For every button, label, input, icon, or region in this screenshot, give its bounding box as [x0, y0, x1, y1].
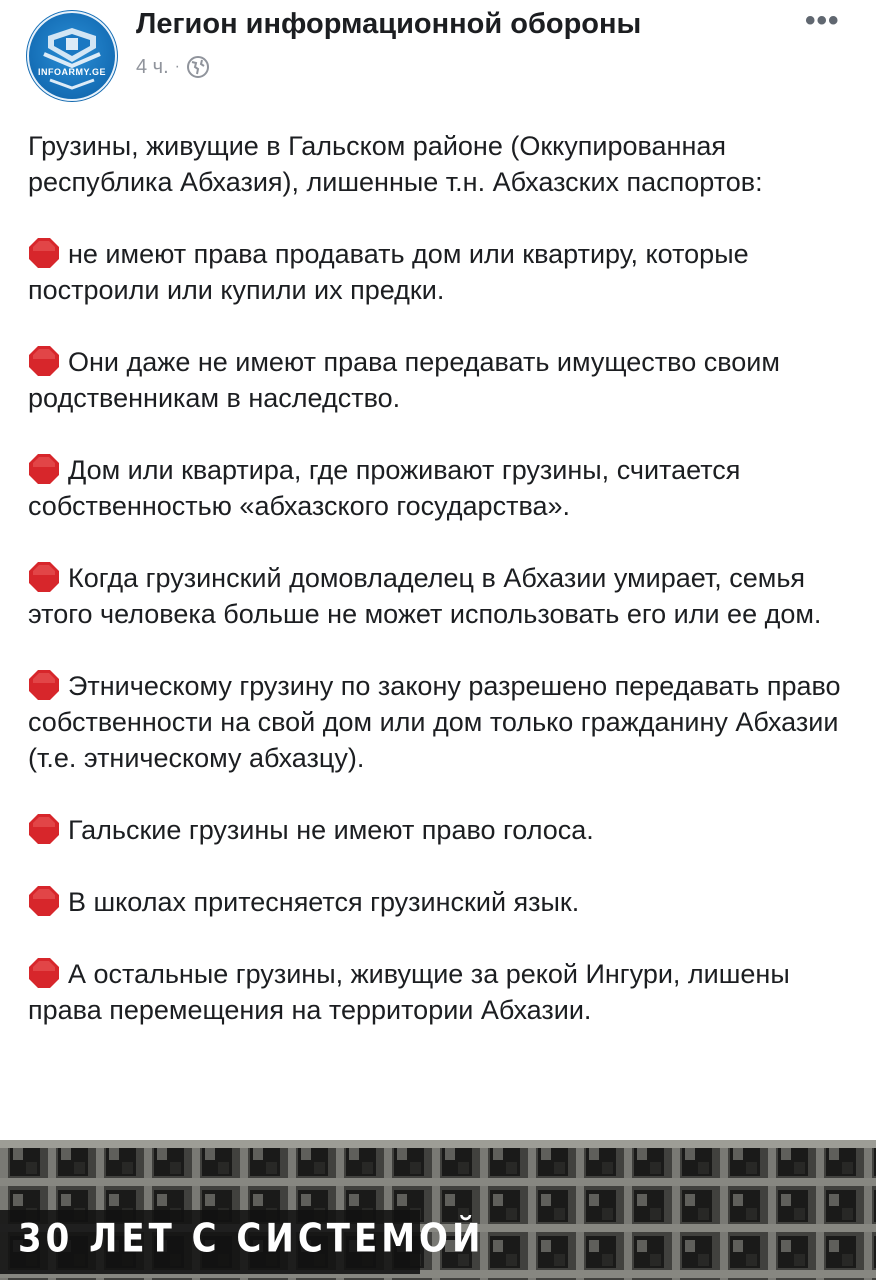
list-item — [28, 560, 858, 632]
bullet-text: Этническому грузину по закону разрешено передавать право собственности на свой дом или дом только гражданину Абхазии (т.е. этническому абхазцу). — [28, 671, 841, 773]
banner-title: 30 ЛЕТ С СИСТЕМОЙ — [18, 1216, 485, 1262]
page-name-link[interactable]: Легион информационной обороны — [136, 8, 642, 40]
post-header — [0, 0, 876, 110]
page-avatar[interactable] — [26, 10, 118, 102]
bullet-text: Дом или квартира, где проживают грузины, считается собственностью «абхазского государства». — [28, 455, 741, 521]
post-text — [28, 128, 858, 1064]
list-item — [28, 236, 858, 308]
list-item — [28, 452, 858, 524]
list-item — [28, 812, 858, 848]
red-stop-icon — [28, 237, 60, 269]
post-intro: Грузины, живущие в Гальском районе (Оккупированная республика Абхазия), лишенные т.н. Абхазских паспортов: — [28, 131, 763, 197]
meta-separator: · — [174, 58, 180, 75]
list-item — [28, 884, 858, 920]
bullet-text: Гальские грузины не имеют право голоса. — [68, 815, 594, 845]
red-stop-icon — [28, 957, 60, 989]
red-stop-icon — [28, 345, 60, 377]
bullet-text: В школах притесняется грузинский язык. — [68, 887, 580, 917]
list-item — [28, 956, 858, 1028]
bullet-text: А остальные грузины, живущие за рекой Ингури, лишены права перемещения на территории Абхазии. — [28, 959, 790, 1025]
avatar-label: INFOARMY.GE — [37, 67, 106, 77]
list-item — [28, 668, 858, 776]
more-options-icon[interactable]: ••• — [805, 4, 840, 37]
red-stop-icon — [28, 453, 60, 485]
globe-icon — [186, 55, 210, 79]
red-stop-icon — [28, 561, 60, 593]
red-stop-icon — [28, 669, 60, 701]
red-stop-icon — [28, 885, 60, 917]
post-time[interactable]: 4 ч. — [136, 55, 169, 78]
bullet-text: не имеют права продавать дом или квартиру, которые построили или купили их предки. — [28, 239, 749, 305]
post-meta — [136, 55, 210, 79]
bullet-text: Когда грузинский домовладелец в Абхазии умирает, семья этого человека больше не может использовать его или ее дом. — [28, 563, 822, 629]
red-stop-icon — [28, 813, 60, 845]
shield-logo-icon — [26, 10, 118, 102]
bullet-text: Они даже не имеют права передавать имущество своим родственникам в наследство. — [28, 347, 780, 413]
list-item — [28, 344, 858, 416]
